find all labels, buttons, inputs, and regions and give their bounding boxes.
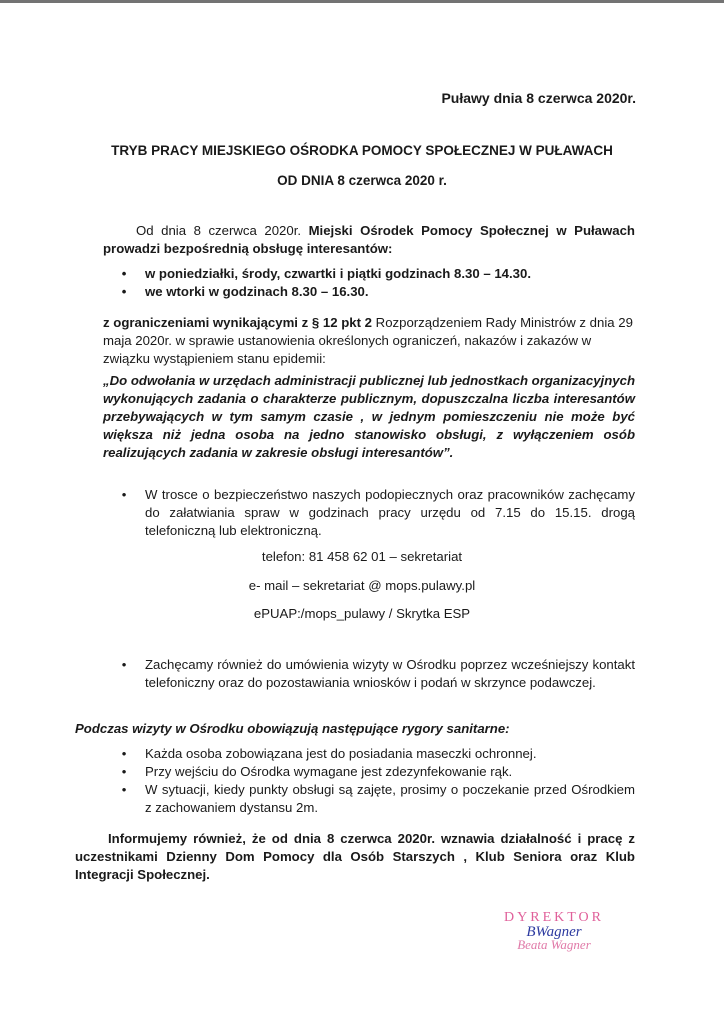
place-date: Puławy dnia 8 czerwca 2020r. <box>441 90 636 106</box>
contact-epuap: ePUAP:/mops_pulawy / Skrytka ESP <box>253 606 471 621</box>
signature-role-stamp: DYREKTOR <box>504 910 604 925</box>
sanitary-rule: • W sytuacji, kiedy punkty obsługi są zajęte, prosimy o poczekanie przed Ośrodkiem z zachowaniem dystansu 2m. <box>103 781 635 817</box>
intro-bold: Miejski Ośrodek Pomocy Społecznej w Puławach prowadzi bezpośrednią obsługę interesantów: <box>103 223 635 256</box>
hours-item: • w poniedziałki, środy, czwartki i piątki godzinach 8.30 – 14.30. <box>103 265 635 283</box>
hours-list <box>103 265 635 301</box>
sanitary-rule: • Przy wejściu do Ośrodka wymagane jest zdezynfekowanie rąk. <box>103 763 635 781</box>
bullet-icon: • <box>121 266 127 281</box>
restriction-paragraph <box>103 314 635 368</box>
remote-contact-item: • W trosce o bezpieczeństwo naszych podopiecznych oraz pracowników zachęcamy do załatwiania spraw w godzinach pracy urzędu od 7.15 do 15.15. drogą telefoniczną lub elektroniczną. <box>103 486 635 540</box>
bullet-icon: • <box>121 782 127 797</box>
regulation-quote: „Do odwołania w urzędach administracji publicznej lub jednostkach organizacyjnych wykonujących zadania o charakterze publicznym, dopuszczalna liczba interesantów przebywających w tym samym czasie , w jednym pomieszczeniu nie może być większa niż jedna osoba na jedno stanowisko obsługi, z wyłączeniem osób realizujących zadania w zakresie obsługi interesantów”. <box>103 373 636 460</box>
bullet-icon: • <box>121 284 127 299</box>
intro-plain: Od dnia 8 czerwca 2020r. <box>136 223 309 238</box>
scan-edge-line <box>0 0 724 3</box>
handwritten-signature: BWagner <box>526 924 582 940</box>
signature-block <box>489 910 619 953</box>
restriction-plain: Rozporządzeniem Rady Ministrów z dnia 29 maja 2020r. w sprawie ustanowienia określonych ograniczeń, nakazów i zakazów w związku wystąpieniem stanu epidemii: <box>103 315 633 366</box>
intro-paragraph <box>103 222 635 258</box>
hours-item: • we wtorki w godzinach 8.30 – 16.30. <box>103 283 635 301</box>
contact-email: e- mail – sekretariat @ mops.pulawy.pl <box>248 578 476 593</box>
closing-paragraph: Informujemy również, że od dnia 8 czerwca 2020r. wznawia działalność i pracę z uczestnikami Dzienny Dom Pomocy dla Osób Starszych , Klub Seniora oraz Klub Integracji Społecznej. <box>75 831 635 882</box>
restriction-bold: z ograniczeniami wynikającymi z § 12 pkt 2 <box>103 315 372 330</box>
signature-name-stamp: Beata Wagner <box>517 937 591 952</box>
visit-item: • Zachęcamy również do umówienia wizyty w Ośrodku poprzez wcześniejszy kontakt telefoniczny oraz do pozostawiania wniosków i podań w skrzynce podawczej. <box>103 656 635 692</box>
document-title: TRYB PRACY MIEJSKIEGO OŚRODKA POMOCY SPOŁECZNEJ W PUŁAWACH <box>111 143 613 158</box>
remote-contact-list <box>103 486 635 540</box>
bullet-icon: • <box>121 764 127 779</box>
sanitary-heading: Podczas wizyty w Ośrodku obowiązują następujące rygory sanitarne: <box>75 721 510 736</box>
bullet-icon: • <box>121 487 127 502</box>
sanitary-rules-list <box>75 745 635 817</box>
sanitary-rule: • Każda osoba zobowiązana jest do posiadania maseczki ochronnej. <box>103 745 635 763</box>
document-subtitle: OD DNIA 8 czerwca 2020 r. <box>277 173 447 188</box>
bullet-icon: • <box>121 746 127 761</box>
visit-list <box>103 656 635 692</box>
bullet-icon: • <box>121 657 127 672</box>
contact-phone: telefon: 81 458 62 01 – sekretariat <box>261 549 463 564</box>
